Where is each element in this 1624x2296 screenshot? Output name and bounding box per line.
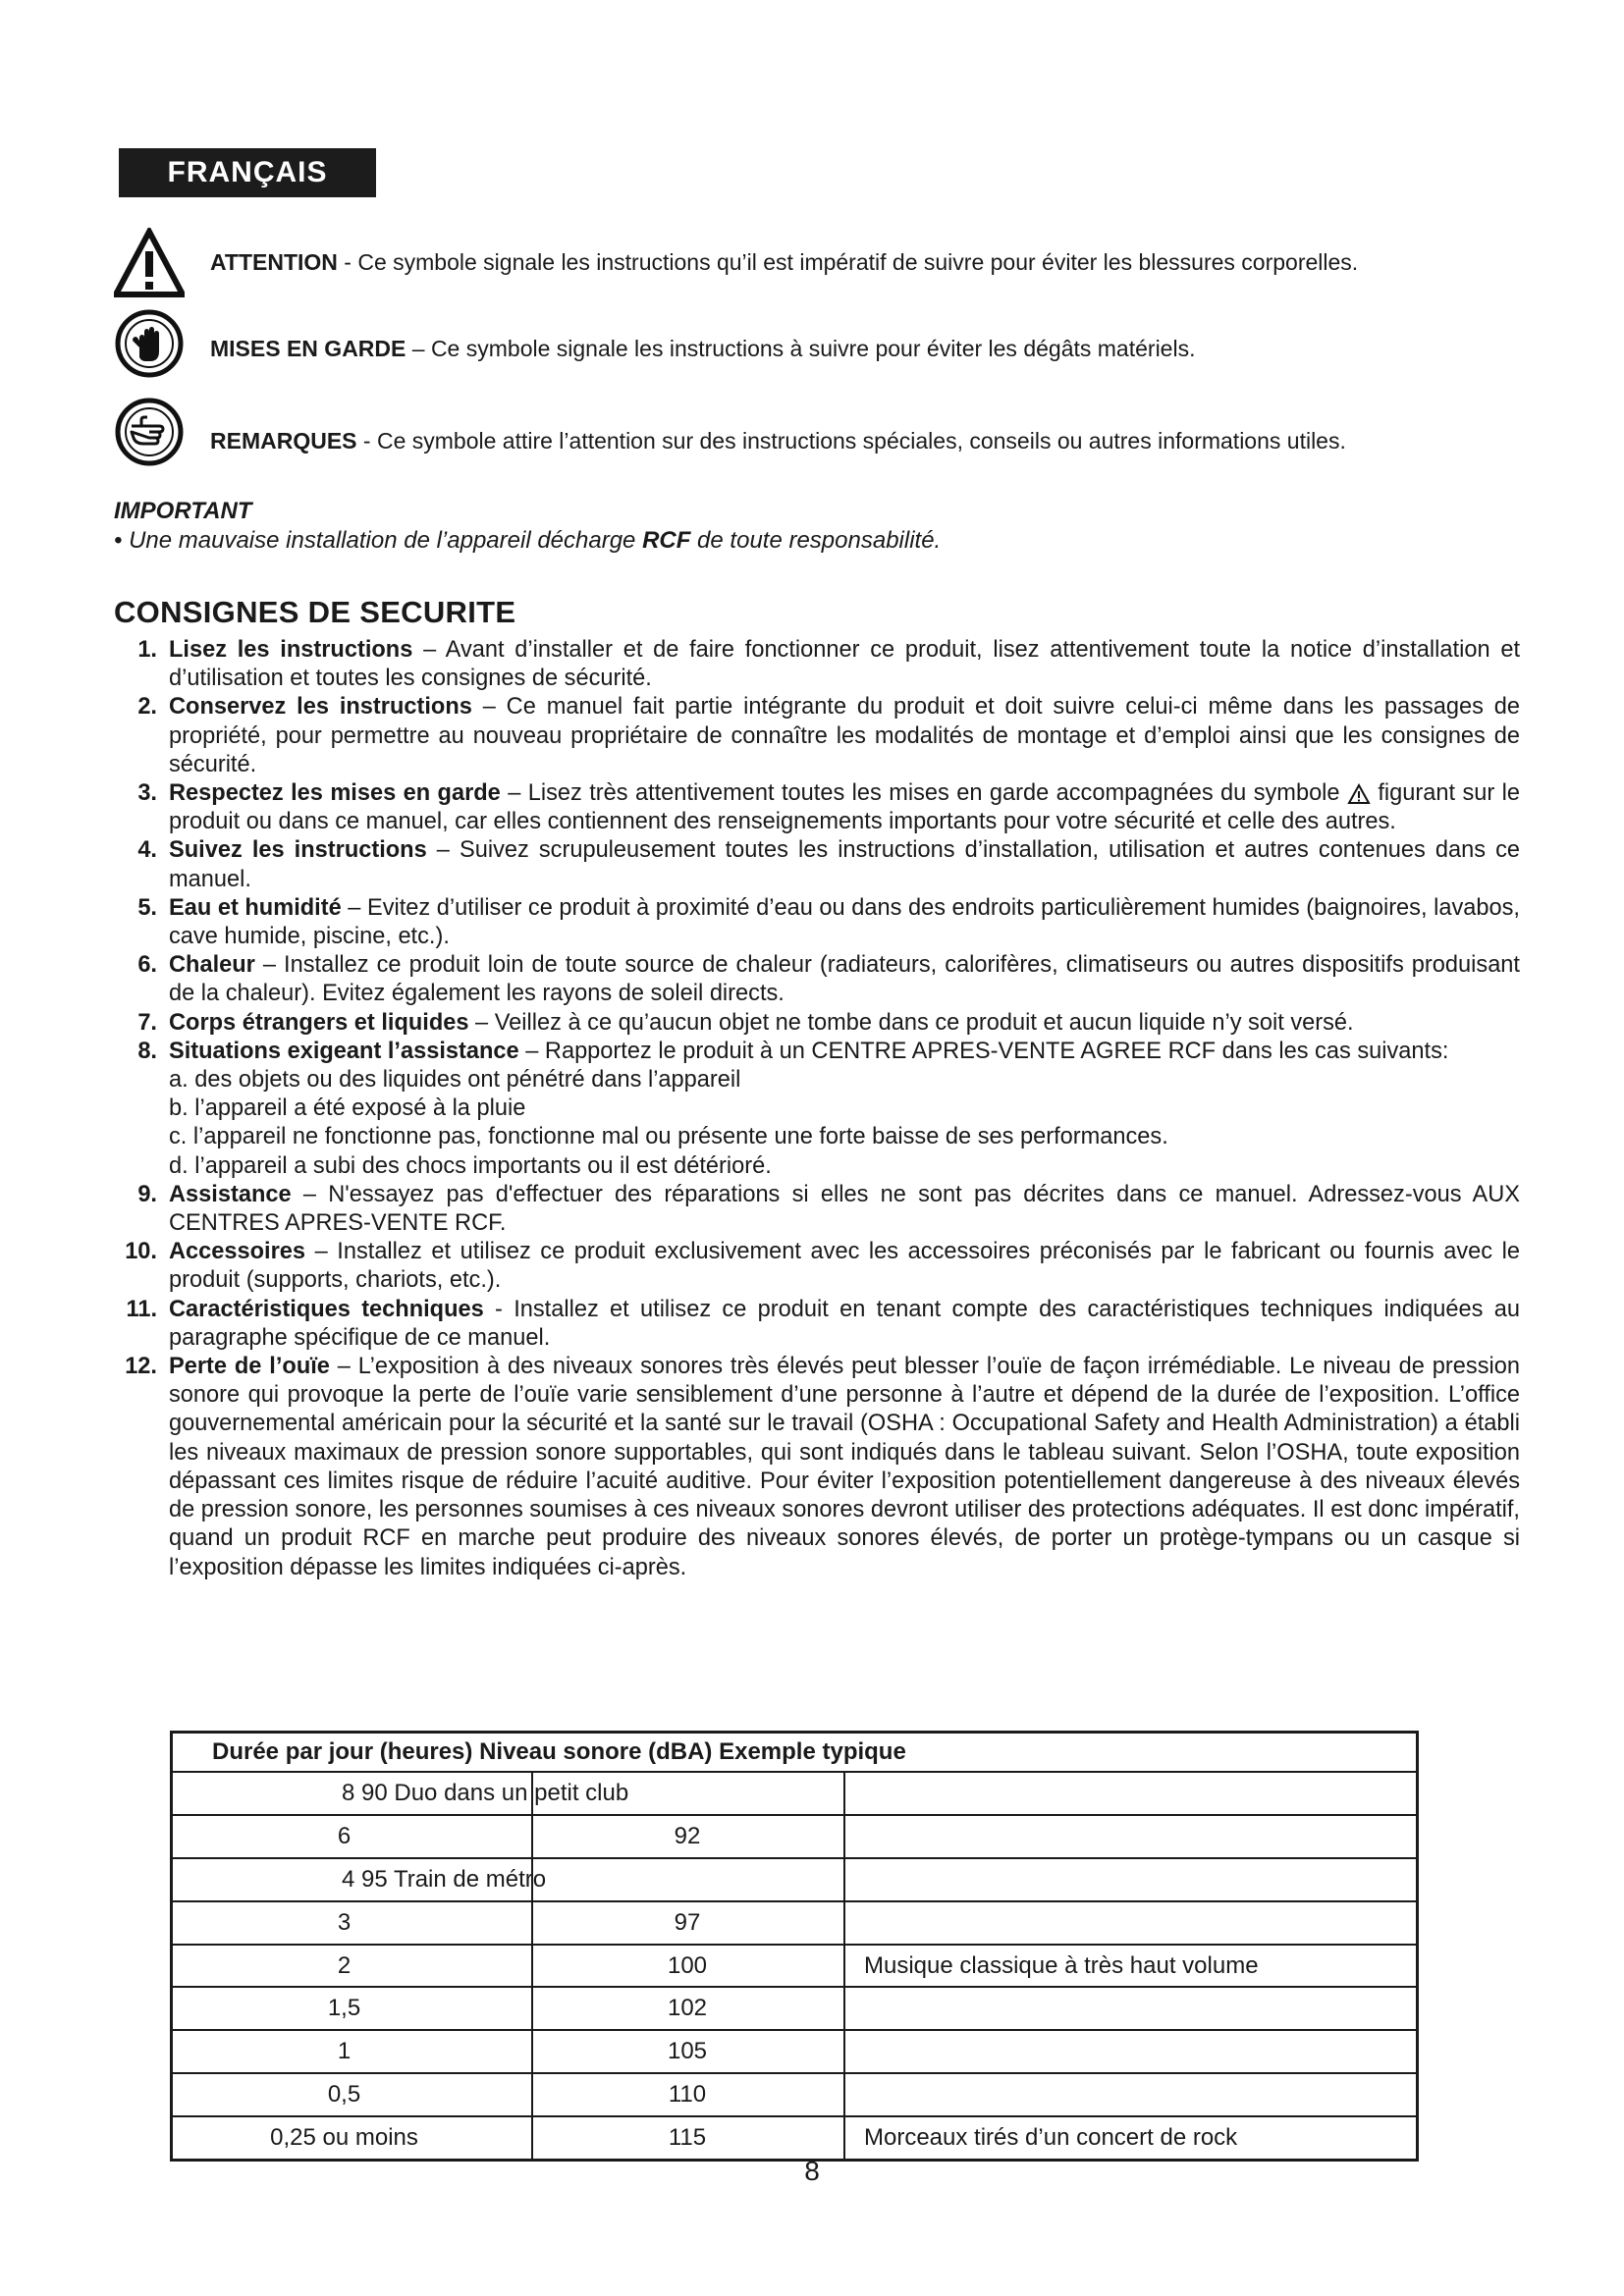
rule-number: 11. (126, 1296, 157, 1322)
rule-subitem: b. l’appareil a été exposé à la pluie (169, 1095, 526, 1122)
table-cell: 110 (668, 2081, 707, 2109)
rule-label: Assistance (169, 1181, 292, 1207)
rule-item (114, 951, 1520, 1008)
important-text-after: de toute responsabilité. (690, 527, 942, 554)
rule-text: – Installez ce produit loin de toute source de chaleur (radiateurs, calorifères, climatiseurs ou autres dispositifs produisant de la chaleur). Evitez également les rayons de soleil directs. (169, 952, 1520, 1007)
rule-number: 4. (137, 837, 157, 864)
pointing-hand-icon (114, 397, 185, 467)
rule-label: Respectez les mises en garde (169, 780, 501, 807)
important-text-before: Une mauvaise installation de l’appareil décharge (122, 527, 643, 554)
rule-number: 7. (137, 1009, 157, 1036)
rule-item (114, 894, 1520, 951)
rule-item (114, 836, 1520, 893)
rule-text: – Rapportez le produit à un CENTRE APRES-VENTE AGREE RCF dans les cas suivants: (518, 1038, 1449, 1064)
table-cell: 102 (667, 1995, 708, 2022)
table-cell: 1 (337, 2038, 352, 2065)
rule-number: 9. (137, 1181, 157, 1207)
table-cell: 92 (674, 1822, 701, 1849)
hand-stop-icon (114, 308, 185, 379)
rule-text: – Installez et utilisez ce produit exclusivement avec les accessoires préconisés par le fabricant ou fournis avec le produit (supports, chariots, etc.). (169, 1239, 1520, 1294)
rule-text: – Evitez d’utiliser ce produit à proximité d’eau ou dans des endroits particulièrement humides (baignoires, lavabos, cave humide, piscine, etc.). (169, 894, 1520, 950)
noise-exposure-table (170, 1731, 1419, 2162)
rule-label: Situations exigeant l’assistance (169, 1038, 519, 1064)
rule-number: 5. (137, 894, 157, 921)
table-cell: 3 (337, 1908, 352, 1936)
table-row (173, 1946, 1416, 1989)
table-row (173, 2074, 1416, 2117)
table-cell: 1,5 (327, 1995, 361, 2022)
table-cell: 6 (337, 1822, 352, 1849)
table-row (173, 1988, 1416, 2031)
notice-label: MISES EN GARDE (210, 336, 406, 361)
table-row (173, 2031, 1416, 2074)
rule-number: 8. (137, 1038, 157, 1064)
rule-text: – N'essayez pas d'effectuer des réparations si elles ne sont pas décrites dans ce manuel. Adressez-vous AUX CENTRES APRES-VENTE RCF. (169, 1181, 1520, 1237)
rule-text: – Veillez à ce qu’aucun objet ne tombe dans ce produit et aucun liquide n’y soit versé. (468, 1009, 1354, 1036)
table-cell: 97 (674, 1908, 701, 1936)
rule-number: 6. (137, 952, 157, 979)
rule-label: Chaleur (169, 952, 255, 979)
rule-item (114, 1353, 1520, 1582)
table-cell: 2 (337, 1951, 352, 1979)
warning-triangle-icon (1347, 783, 1371, 805)
table-row (173, 1816, 1416, 1859)
table-row (173, 1859, 1416, 1902)
rule-subitem: c. l’appareil ne fonctionne pas, fonctionne mal ou présente une forte baisse de ses performances. (169, 1124, 1168, 1150)
notice-label: ATTENTION (210, 249, 338, 275)
rule-item (114, 693, 1520, 779)
rule-item (114, 779, 1520, 836)
bullet: • (114, 527, 123, 554)
rule-label: Suivez les instructions (169, 837, 427, 864)
notice-label: REMARQUES (210, 428, 357, 454)
rule-text-continued: figurant sur le produit ou dans ce manuel, car elles contiennent des renseignements importants pour votre sécurité et celle des autres. (169, 780, 1520, 835)
rule-text: – L’exposition à des niveaux sonores très élevés peut blesser l’ouïe de façon irrémédiable. Le niveau de pression sonore qui provoque la perte de l’ouïe varie sensiblement d’une personne à l’autre et dépend de la durée de l’exposition. L’office gouvernemental américain pour la sécurité et la santé sur le travail (OSHA : Occupational Safety and Health Administration) a établi les niveaux maximaux de pression sonore supportables, qui sont indiqués dans le tableau suivant. Selon l’OSHA, toute exposition dépassant ces limites risque de réduire l’acuité auditive. Pour éviter l’exposition potentiellement dangereuse à des niveaux élevés de pression sonore, les personnes soumises à ces niveaux sonores devront utiliser des protections adéquates. Il est donc impératif, quand un produit RCF en marche peut produire des niveaux sonores élevés, de porter un protège-tympans ou un casque si l’exposition dépasse les limites indiquées ci-après. (169, 1354, 1520, 1580)
table-row (173, 2117, 1416, 2159)
rule-label: Accessoires (169, 1239, 306, 1265)
rule-subitem: a. des objets ou des liquides ont pénétré dans l’appareil (169, 1067, 741, 1094)
important-block (114, 497, 1528, 556)
notice-text: – Ce symbole signale les instructions à suivre pour éviter les dégâts matériels. (406, 336, 1196, 361)
language-tab: FRANÇAIS (119, 148, 376, 197)
rule-item (114, 1296, 1520, 1353)
rule-label: Caractéristiques techniques (169, 1296, 484, 1322)
rule-number: 3. (137, 780, 157, 807)
rule-item (114, 636, 1520, 693)
warning-triangle-icon (114, 228, 185, 298)
rule-label: Perte de l’ouïe (169, 1354, 330, 1380)
table-row (173, 1902, 1416, 1946)
rule-item (114, 1038, 1520, 1181)
table-header: Durée par jour (heures) Niveau sonore (dBA) Exemple typique (212, 1738, 906, 1765)
page-number: 8 (804, 2156, 820, 2186)
brand-name: RCF (642, 527, 691, 554)
rule-subitem: d. l’appareil a subi des chocs importants ou il est détérioré. (169, 1152, 772, 1179)
rule-text: - Installez et utilisez ce produit en tenant compte des caractéristiques techniques indiquées au paragraphe spécifique de ce manuel. (169, 1296, 1520, 1351)
table-cell: 8 90 Duo dans un petit club (342, 1780, 629, 1806)
notice-text: - Ce symbole attire l’attention sur des instructions spéciales, conseils ou autres informations utiles. (356, 428, 1346, 454)
rule-text: – Ce manuel fait partie intégrante du produit et doit suivre celui-ci même dans les passages de propriété, pour permettre au nouveau propriétaire de connaître les modalités de montage et d’emploi ainsi que les consignes de sécurité. (169, 694, 1520, 777)
rule-label: Eau et humidité (169, 894, 342, 921)
rule-label: Lisez les instructions (169, 637, 413, 663)
table-cell: 0,5 (327, 2081, 361, 2109)
table-cell: 4 95 Train de métro (342, 1865, 547, 1893)
rule-number: 1. (137, 637, 157, 663)
table-cell: 100 (667, 1951, 708, 1979)
rule-item (114, 1238, 1520, 1295)
important-heading: IMPORTANT (114, 498, 252, 524)
section-title: CONSIGNES DE SECURITE (114, 595, 516, 629)
rule-item (114, 1009, 1520, 1038)
table-row (173, 1773, 1416, 1816)
safety-rules-list (114, 636, 1520, 1582)
table-cell: 105 (667, 2038, 708, 2065)
important-text (114, 526, 1528, 556)
table-cell: Morceaux tirés d’un concert de rock (864, 2124, 1238, 2152)
rule-number: 2. (137, 694, 157, 721)
rule-label: Corps étrangers et liquides (169, 1009, 469, 1036)
rule-item (114, 1181, 1520, 1238)
rule-text: – Lisez très attentivement toutes les mises en garde accompagnées du symbole (500, 780, 1347, 807)
table-cell: 115 (668, 2124, 707, 2152)
rule-text: – Suivez scrupuleusement toutes les instructions d’installation, utilisation et autres contenues dans ce manuel. (169, 837, 1520, 892)
table-cell: 0,25 ou moins (270, 2124, 418, 2152)
rule-text: – Avant d’installer et de faire fonctionner ce produit, lisez attentivement toute la notice d’installation et d’utilisation et toutes les consignes de sécurité. (169, 637, 1520, 692)
table-cell: Musique classique à très haut volume (864, 1951, 1259, 1979)
table-header-row (173, 1734, 1416, 1773)
rule-number: 12. (125, 1354, 157, 1380)
notice-text: - Ce symbole signale les instructions qu’il est impératif de suivre pour éviter les blessures corporelles. (337, 249, 1359, 275)
rule-number: 10. (125, 1239, 157, 1265)
rule-label: Conservez les instructions (169, 694, 472, 721)
